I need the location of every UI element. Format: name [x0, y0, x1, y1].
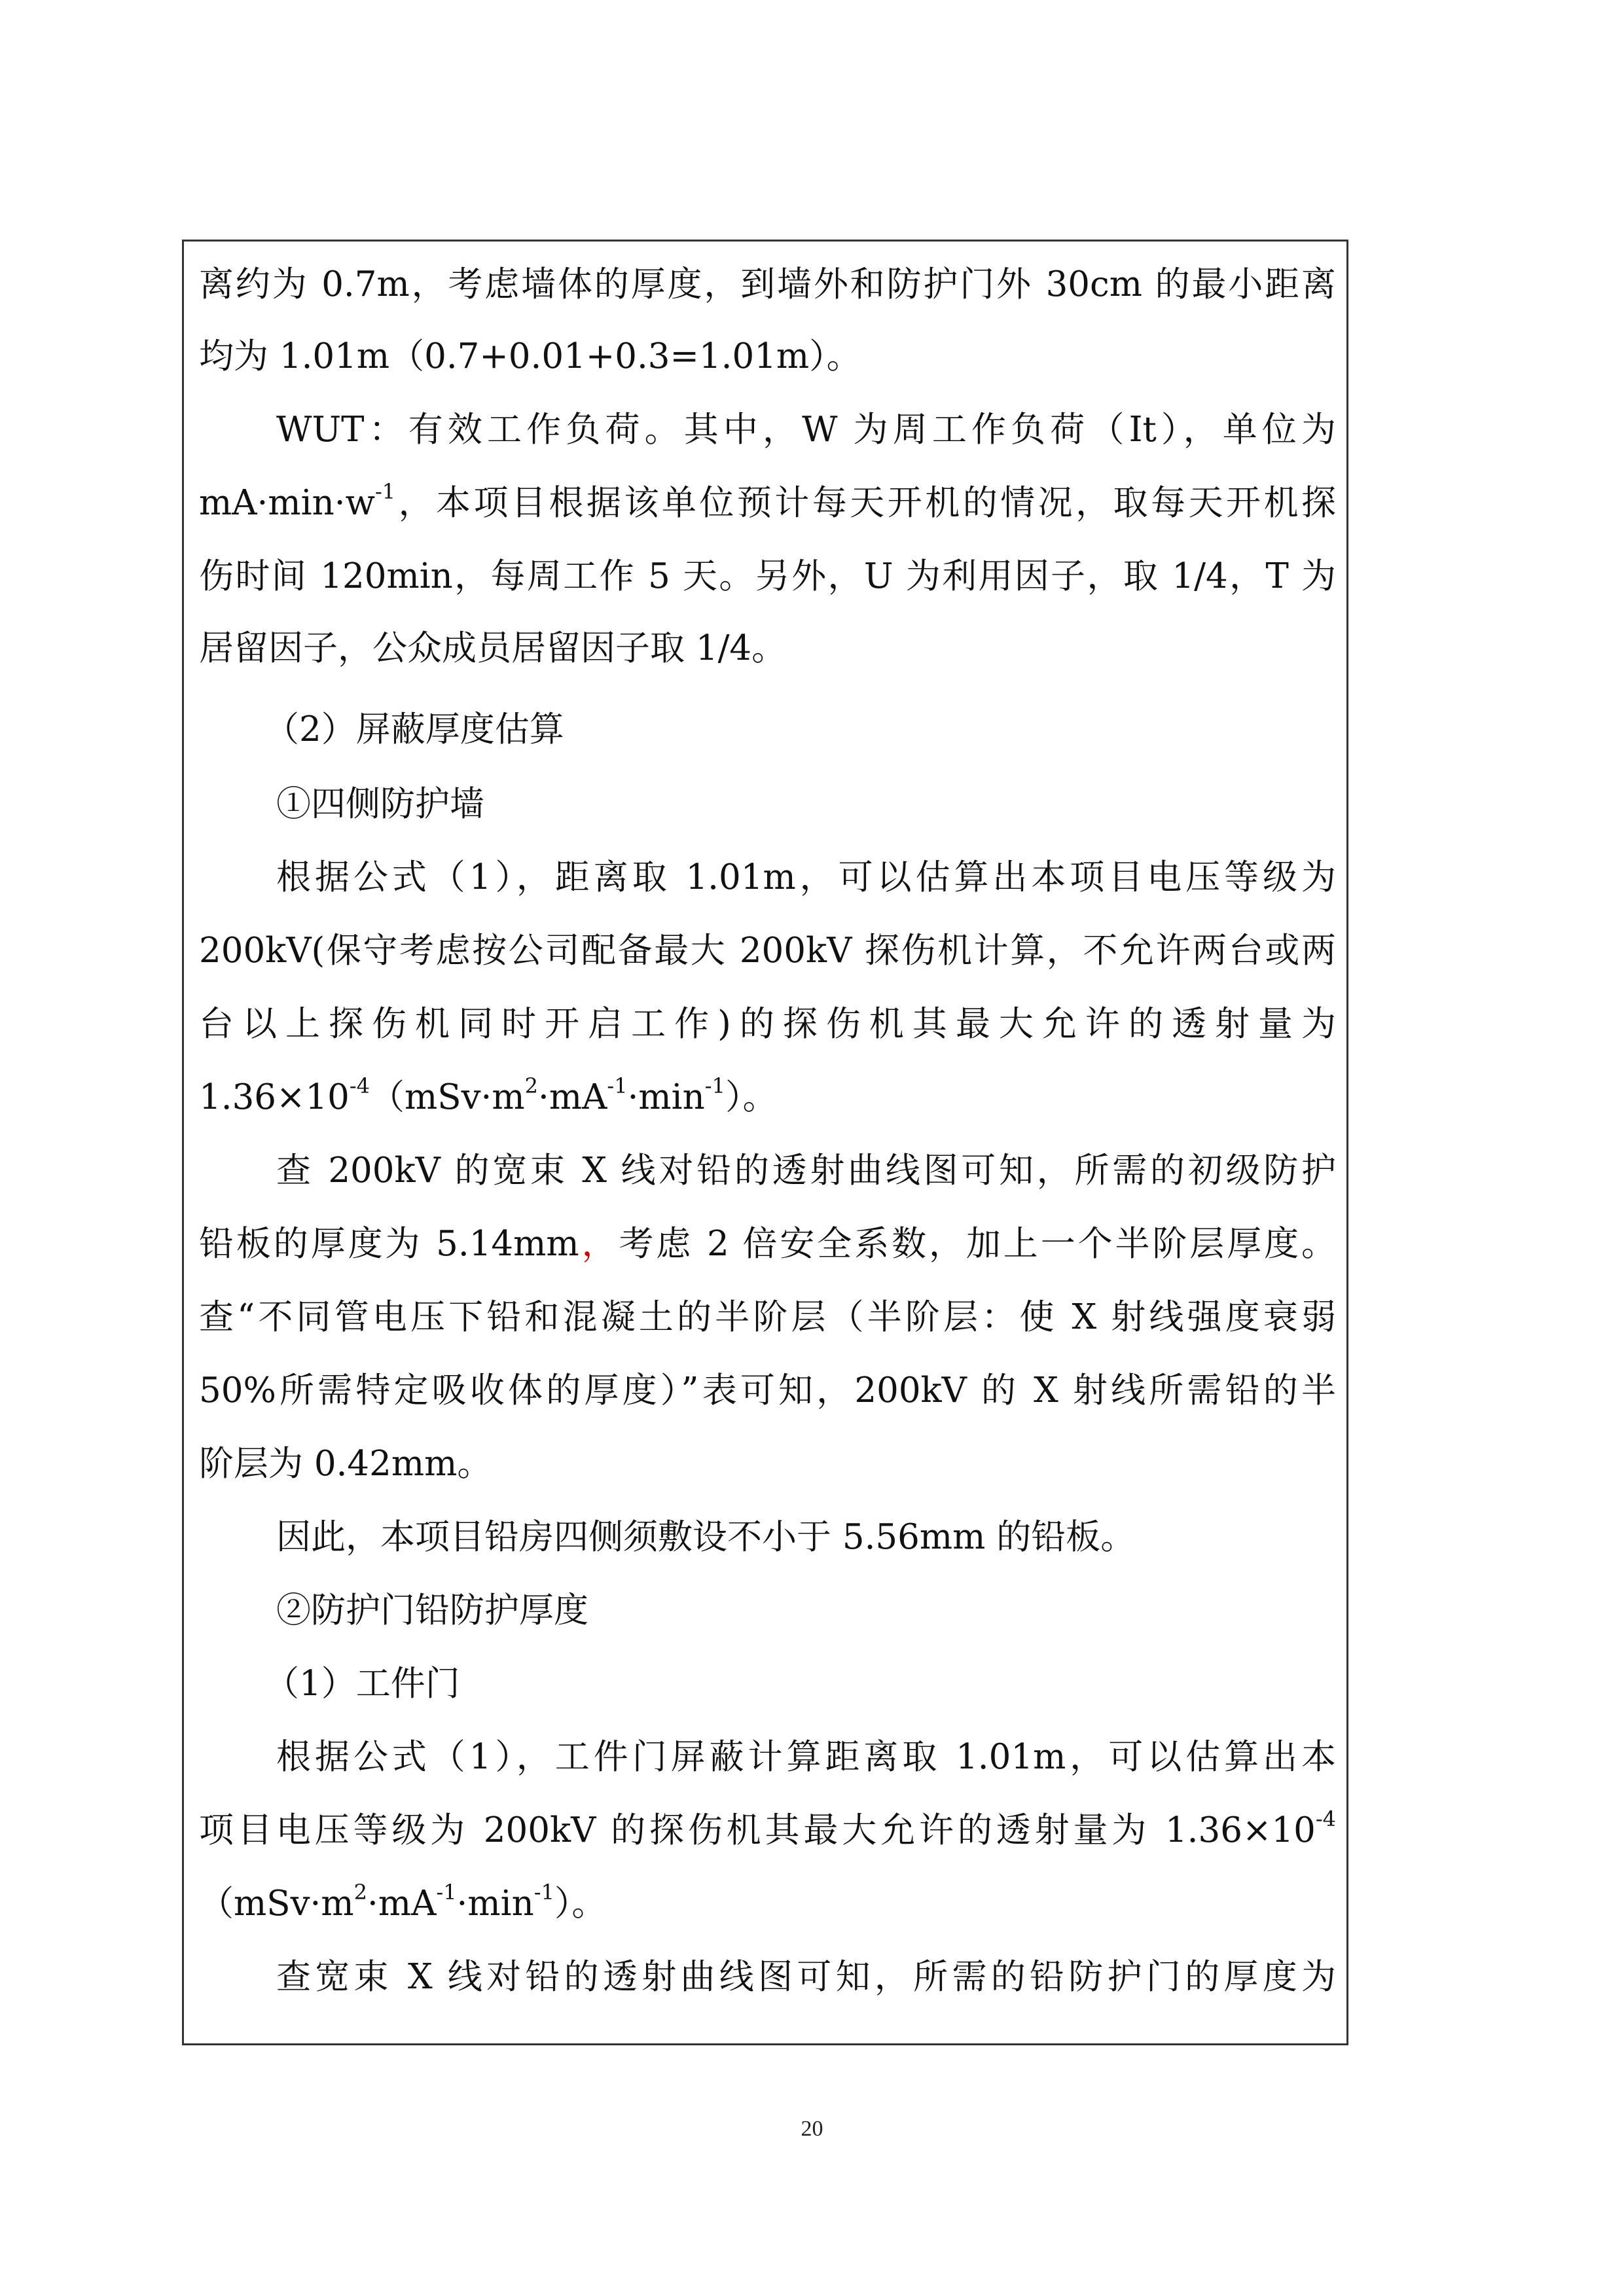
superscript: -4 [1315, 1806, 1336, 1831]
text-line: 根据公式（1），距离取 1.01m，可以估算出本项目电压等级为 [276, 857, 1336, 897]
text-line: 因此，本项目铅房四侧须敷设不小于 5.56mm 的铅板。 [276, 1517, 1136, 1557]
text-line [199, 467, 1336, 540]
superscript: 2 [353, 1880, 367, 1905]
text-line: 阶层为 0.42mm。 [199, 1444, 492, 1484]
superscript: 2 [524, 1073, 539, 1098]
text-run: ·mA [538, 1077, 607, 1117]
superscript: -1 [607, 1073, 628, 1098]
text-line: 查 200kV 的宽束 X 线对铅的透射曲线图可知，所需的初级防护 [276, 1151, 1336, 1191]
text-run: 考虑 2 倍安全系数，加上一个半阶层厚度。 [619, 1224, 1337, 1264]
text-run: ·min [627, 1077, 705, 1117]
text-run: mA·min·w [199, 483, 375, 523]
page-number: 20 [801, 2117, 823, 2141]
red-comma: ， [579, 1224, 619, 1264]
text-line: 50%所需特定吸收体的厚度）”表可知，200kV 的 X 射线所需铅的半 [199, 1371, 1336, 1410]
text-line: 离约为 0.7m，考虑墙体的厚度，到墙外和防护门外 30cm 的最小距离 [199, 264, 1336, 304]
text-line: 根据公式（1），工件门屏蔽计算距离取 1.01m，可以估算出本 [276, 1737, 1336, 1777]
text-line [199, 1061, 1336, 1134]
superscript: -1 [436, 1880, 457, 1905]
text-line: WUT：有效工作负荷。其中，W 为周工作负荷（It），单位为 [276, 410, 1336, 450]
text-line: 居留因子，公众成员居留因子取 1/4。 [199, 628, 787, 668]
text-line: 查“不同管电压下铅和混凝土的半阶层（半阶层：使 X 射线强度衰弱 [199, 1297, 1336, 1337]
subsection-heading: （1）工件门 [264, 1664, 460, 1704]
subsection-heading: ②防护门铅防护厚度 [276, 1590, 588, 1630]
text-line: 伤时间 120min，每周工作 5 天。另外，U 为利用因子，取 1/4，T 为 [199, 556, 1336, 596]
superscript: -1 [374, 479, 396, 504]
text-line: 均为 1.01m（0.7+0.01+0.3=1.01m）。 [199, 336, 861, 376]
text-run: 1.36×10 [199, 1077, 350, 1117]
section-heading: （2）屏蔽厚度估算 [264, 709, 564, 749]
text-run: ·mA [367, 1884, 437, 1924]
text-line [199, 1208, 1336, 1281]
text-line: 台以上探伤机同时开启工作)的探伤机其最大允许的透射量为 [199, 1004, 1336, 1044]
text-run: ）。 [554, 1884, 607, 1924]
text-line: 200kV(保守考虑按公司配备最大 200kV 探伤机计算，不允许两台或两 [199, 931, 1336, 971]
text-run: （mSv·m [199, 1884, 354, 1924]
superscript: -4 [349, 1073, 370, 1098]
text-line: 查宽束 X 线对铅的透射曲线图可知，所需的铅防护门的厚度为 [276, 1957, 1336, 1997]
superscript: -1 [704, 1073, 725, 1098]
text-run: 项目电压等级为 200kV 的探伤机其最大允许的透射量为 1.36×10 [199, 1810, 1316, 1850]
text-frame [182, 240, 1348, 2045]
text-run: ·min [456, 1884, 534, 1924]
superscript: -1 [533, 1880, 554, 1905]
text-run: 铅板的厚度为 5.14mm [199, 1224, 579, 1264]
text-line [199, 1867, 1336, 1941]
text-line [199, 1794, 1336, 1867]
text-run: ，本项目根据该单位预计每天开机的情况，取每天开机探 [395, 483, 1336, 523]
text-run: （mSv·m [370, 1077, 525, 1117]
text-run: ）。 [725, 1077, 778, 1117]
subsection-heading: ①四侧防护墙 [276, 784, 484, 824]
